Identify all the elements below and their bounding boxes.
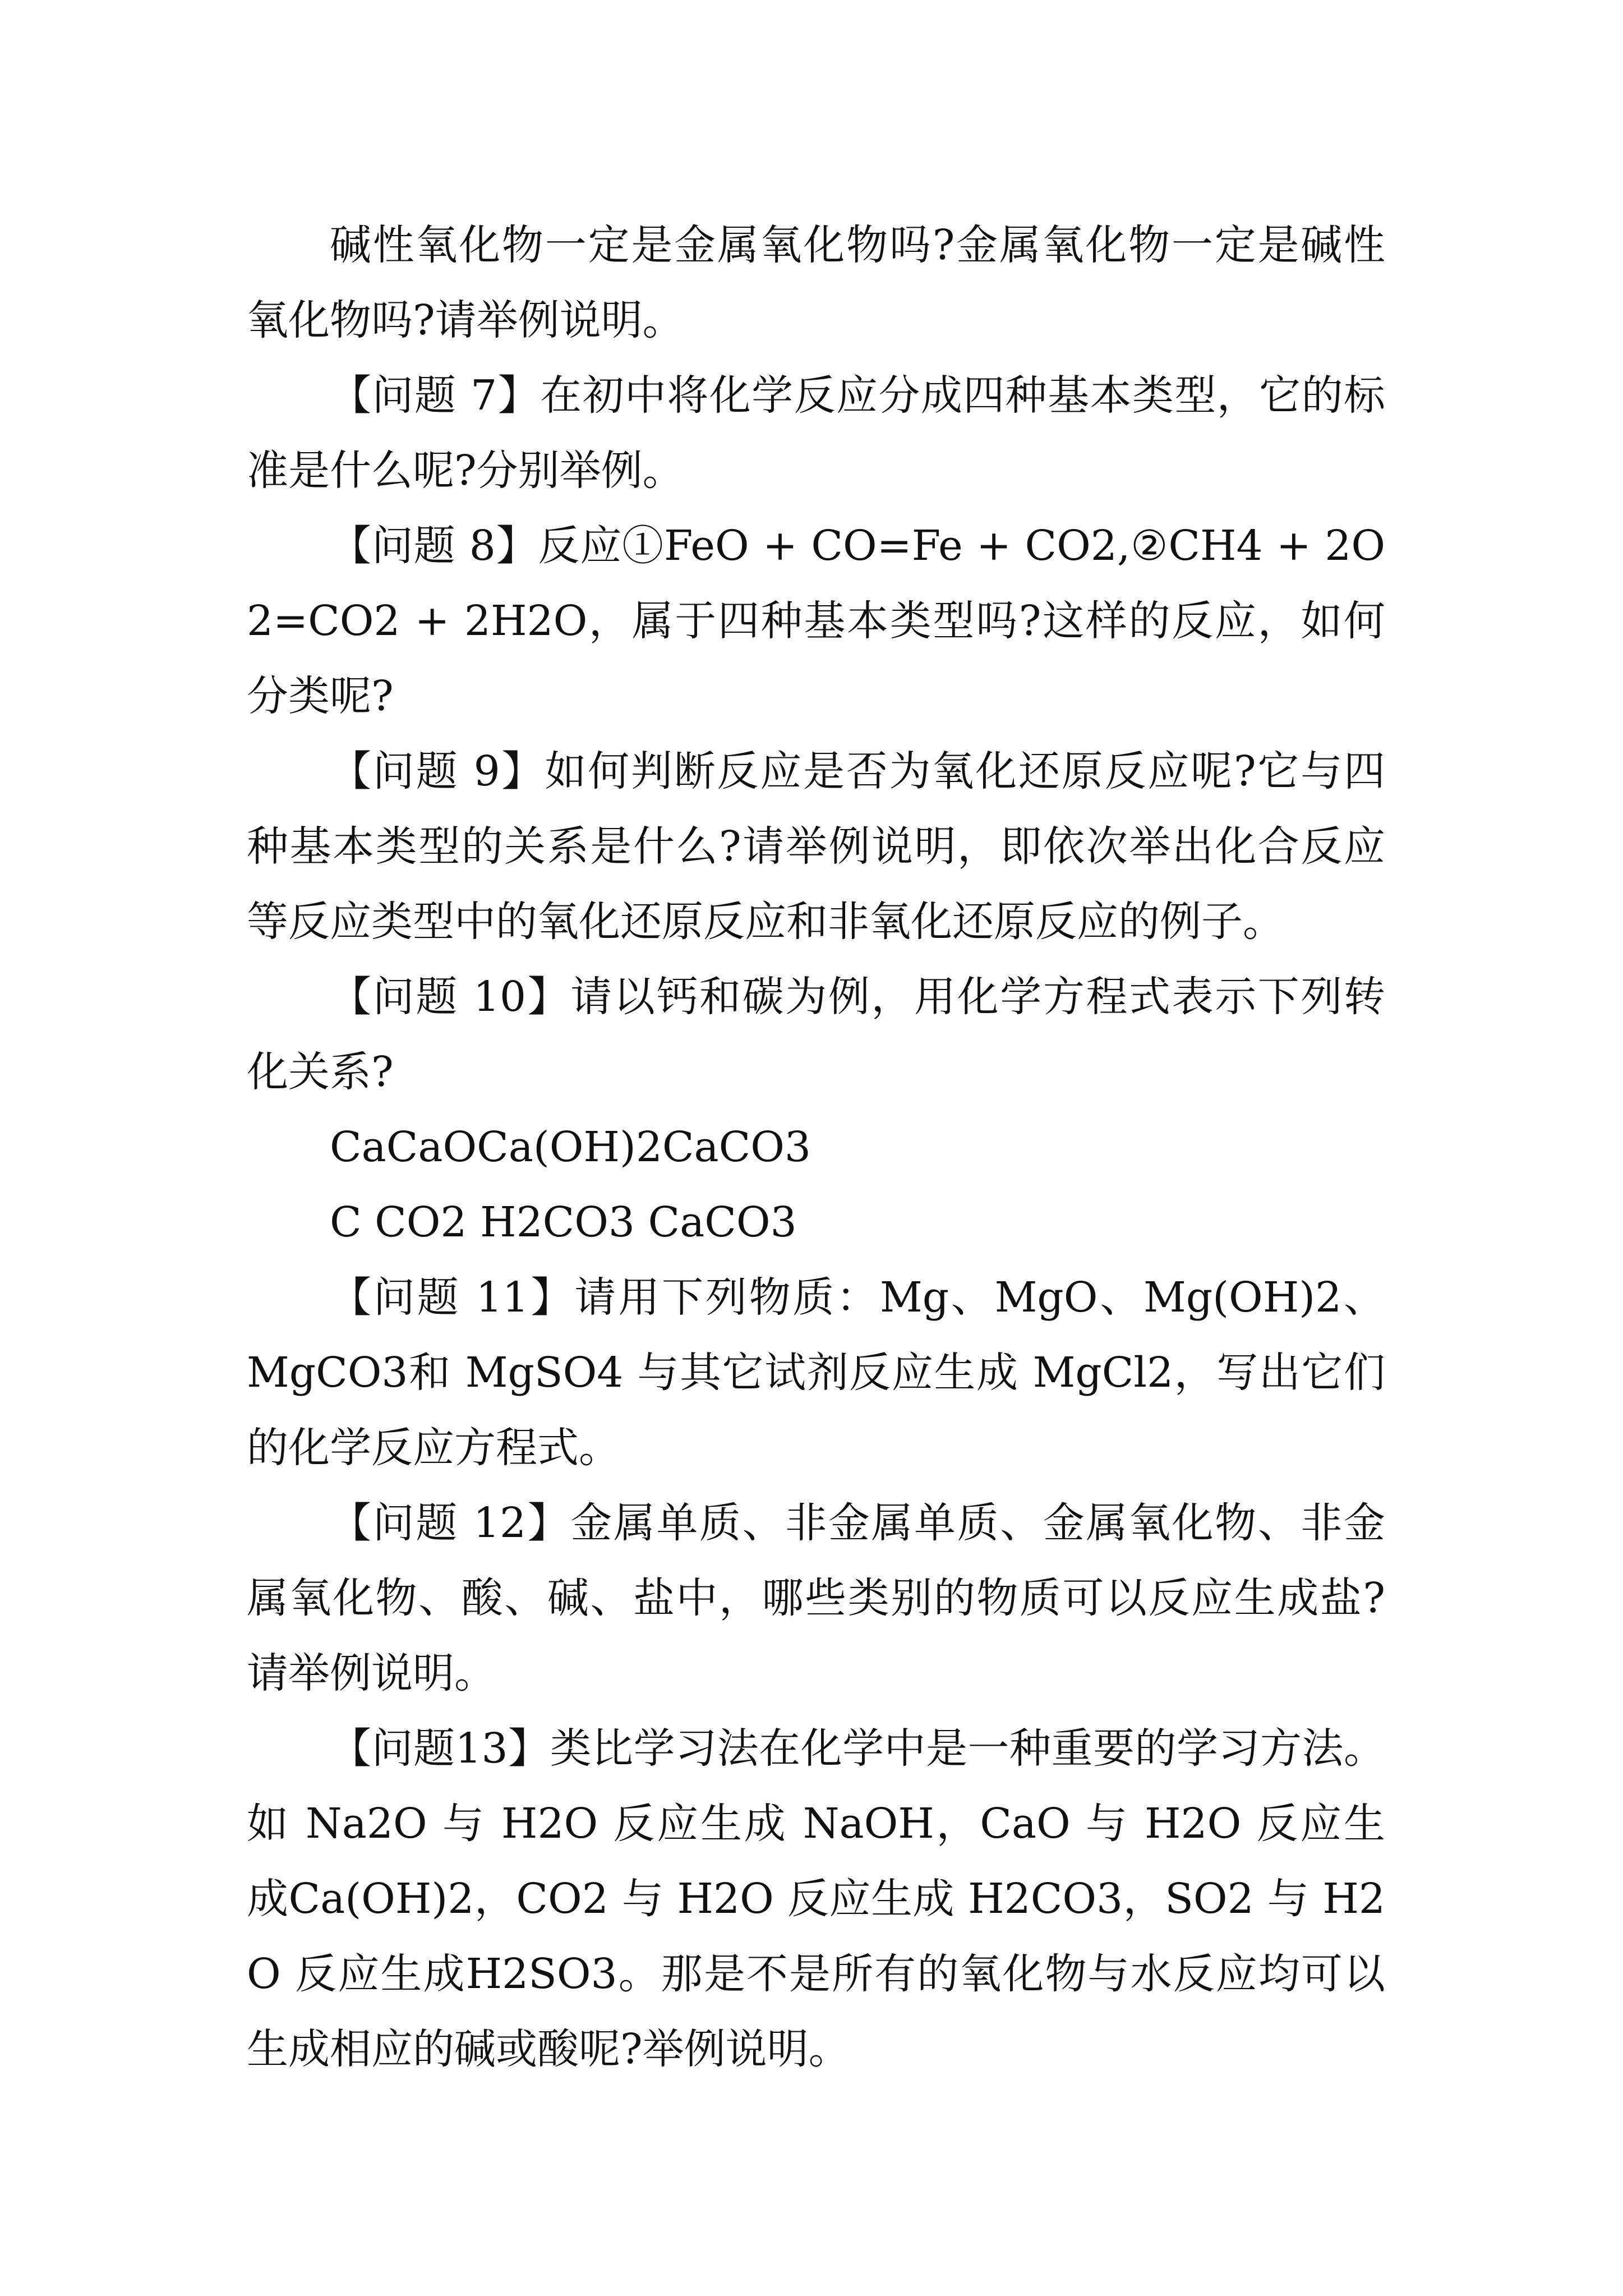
carbon-conversion-chain: C CO2 H2CO3 CaCO3 bbox=[330, 1198, 797, 1246]
calcium-conversion-chain: CaCaOCa(OH)2CaCO3 bbox=[330, 1123, 811, 1171]
paragraph-question-8: 【问题 8】反应①FeO + CO=Fe + CO2,②CH4 + 2O2=CO2 + 2H2O，属于四种基本类型吗?这样的反应，如何分类呢? bbox=[247, 522, 1385, 720]
paragraph-question-11: 【问题 11】请用下列物质：Mg、MgO、Mg(OH)2、MgCO3和 MgSO4 与其它试剂反应生成 MgCl2，写出它们的化学反应方程式。 bbox=[247, 1273, 1385, 1472]
document-body bbox=[247, 208, 1385, 2087]
paragraph-question-13: 【问题13】类比学习法在化学中是一种重要的学习方法。如 Na2O 与 H2O 反应生成 NaOH，CaO 与 H2O 反应生成Ca(OH)2，CO2 与 H2O 反应生成 H2CO3，SO2 与 H2O 反应生成H2SO3。那是不是所有的氧化物与水反应均可以生成相应的碱或酸呢?举例说明。 bbox=[247, 1724, 1385, 2073]
paragraph-basic-oxide-question: 碱性氧化物一定是金属氧化物吗?金属氧化物一定是碱性氧化物吗?请举例说明。 bbox=[247, 221, 1385, 344]
paragraph-question-12: 【问题 12】金属单质、非金属单质、金属氧化物、非金属氧化物、酸、碱、盐中，哪些类别的物质可以反应生成盐?请举例说明。 bbox=[247, 1499, 1385, 1697]
paragraph-question-10: 【问题 10】请以钙和碳为例，用化学方程式表示下列转化关系? bbox=[247, 973, 1385, 1096]
paragraph-question-7: 【问题 7】在初中将化学反应分成四种基本类型，它的标准是什么呢?分别举例。 bbox=[247, 371, 1385, 495]
paragraph-question-9: 【问题 9】如何判断反应是否为氧化还原反应呢?它与四种基本类型的关系是什么?请举例说明，即依次举出化合反应等反应类型中的氧化还原反应和非氧化还原反应的例子。 bbox=[247, 747, 1385, 946]
